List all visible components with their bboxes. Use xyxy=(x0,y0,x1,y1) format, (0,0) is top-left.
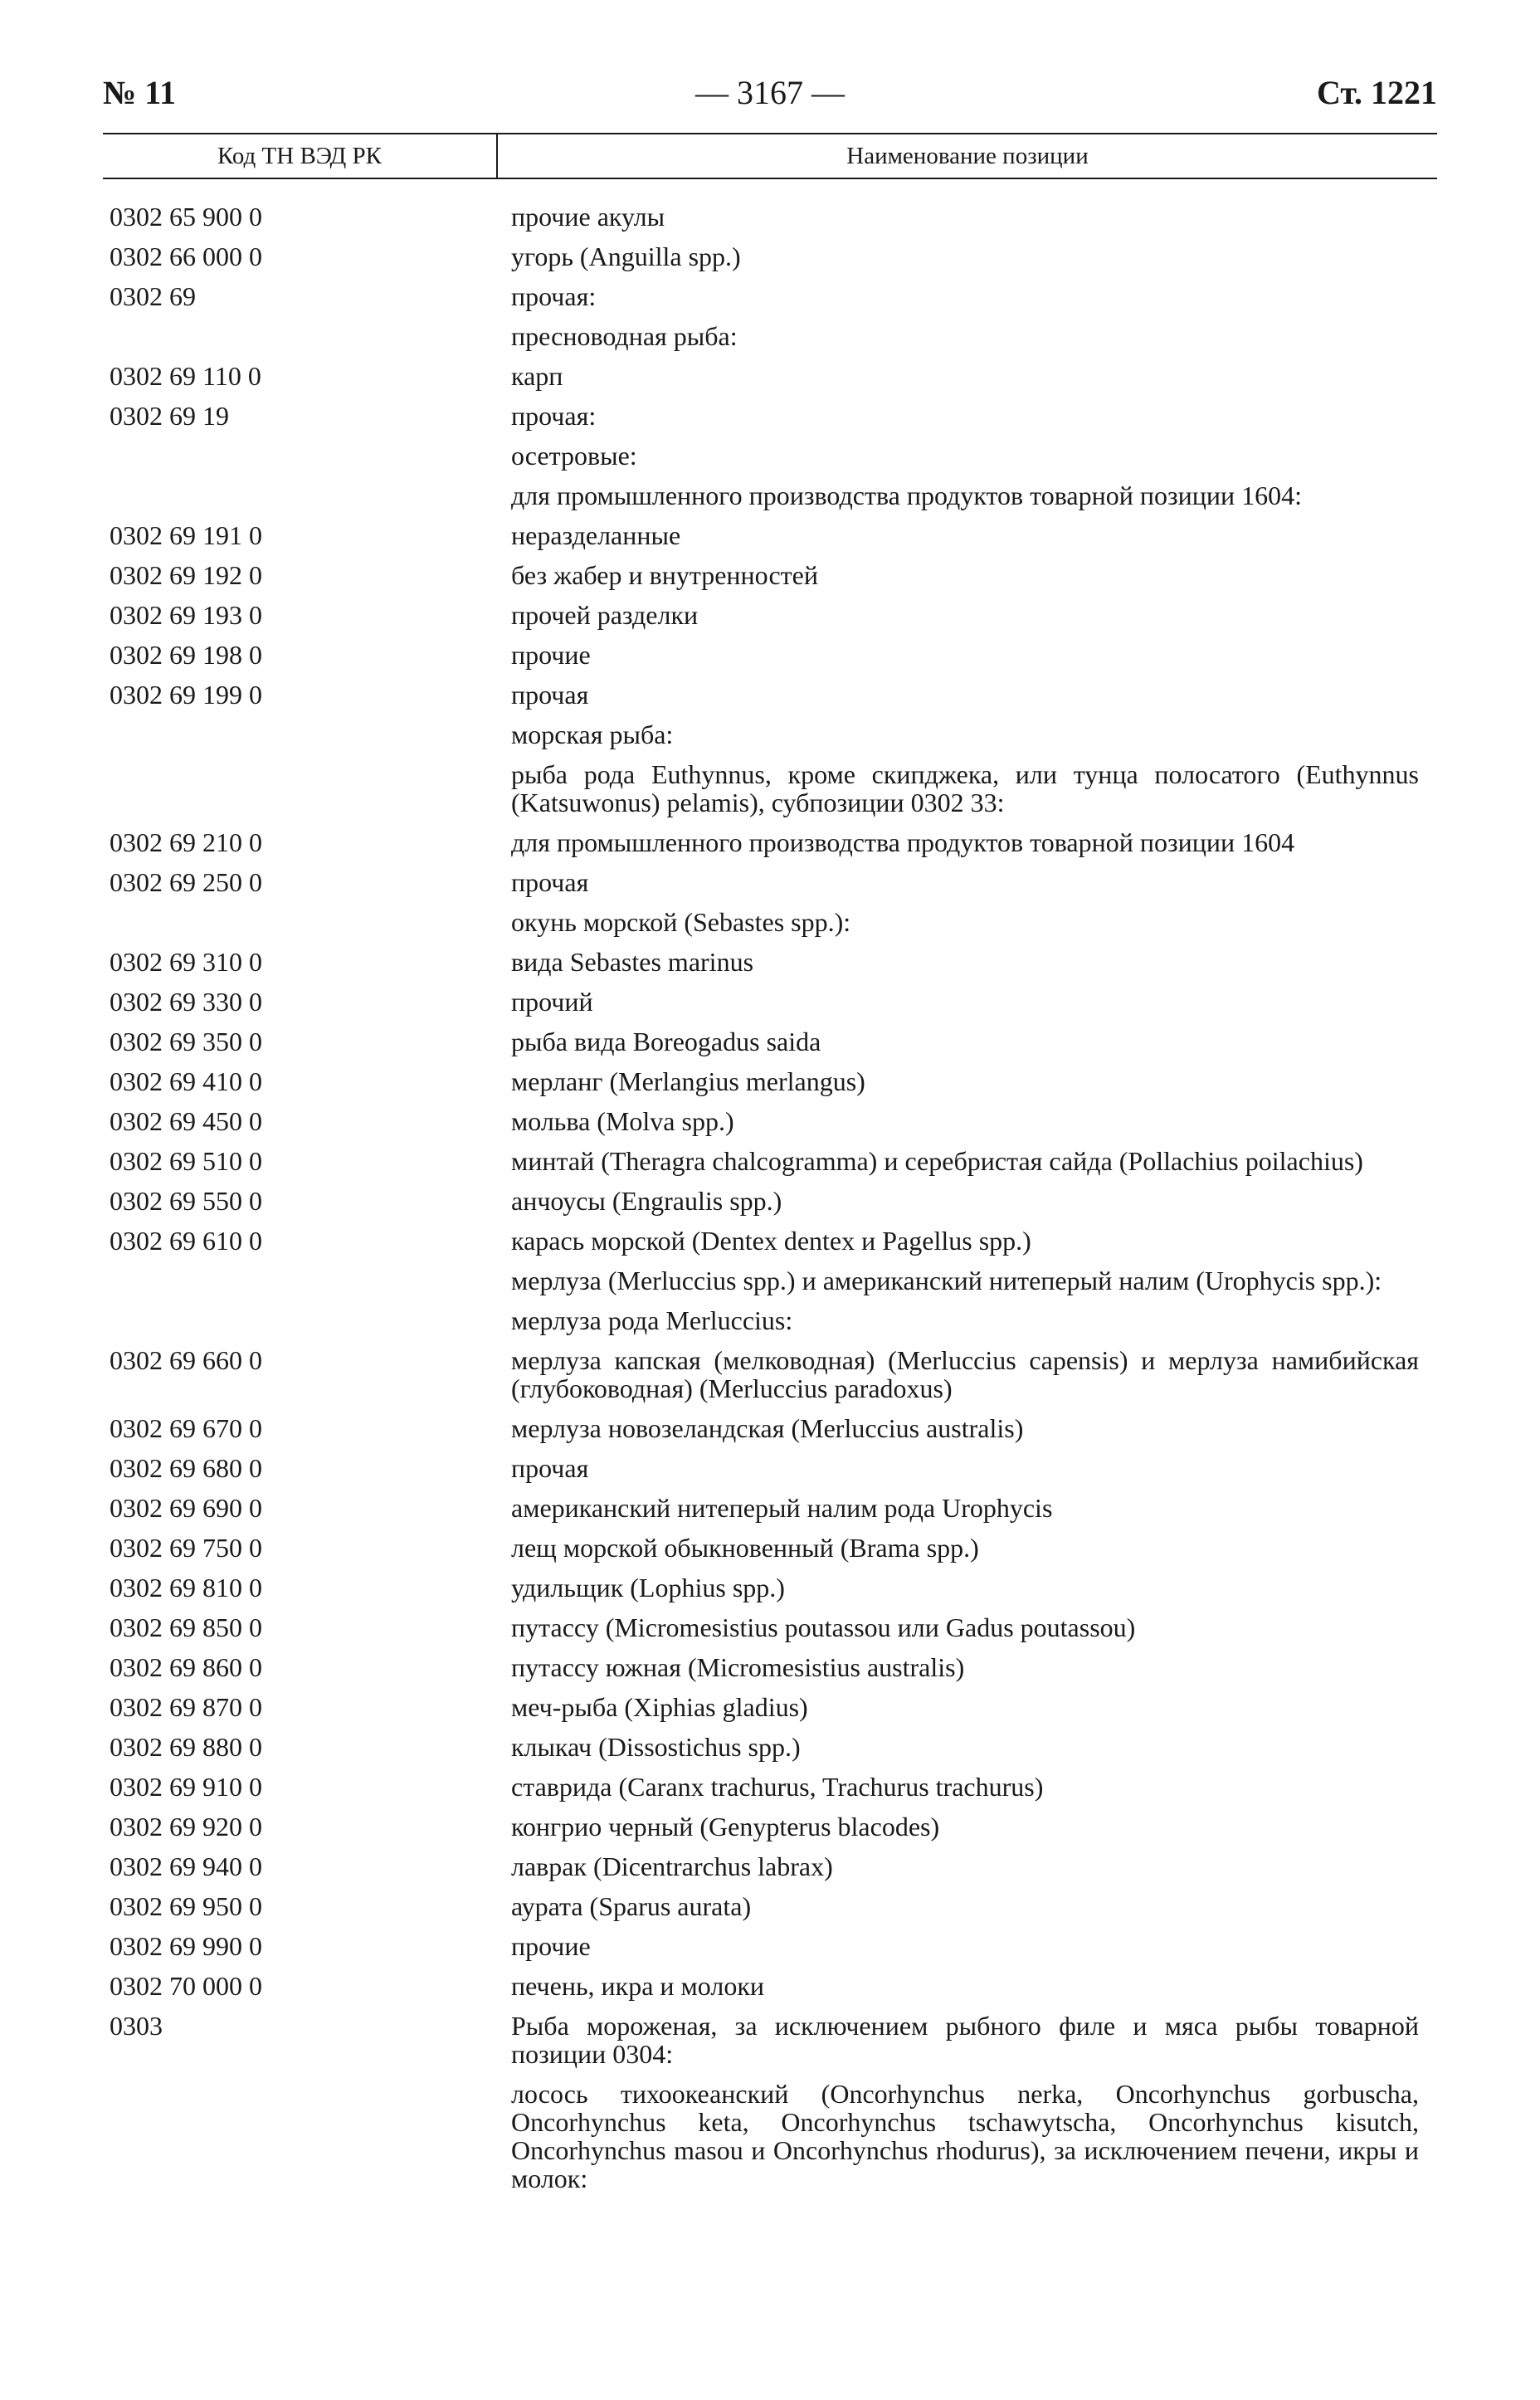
row-code xyxy=(103,908,511,936)
row-name: карась морской (Dentex dentex и Pagellus spp.) xyxy=(511,1226,1031,1256)
table-row xyxy=(103,1266,1437,1295)
row-code xyxy=(103,441,511,470)
row-name: прочие акулы xyxy=(511,202,665,232)
table-row xyxy=(103,1773,1437,1801)
table-row xyxy=(103,1733,1437,1761)
row-code: 0302 69 110 0 xyxy=(110,361,261,391)
row-name: морская рыба: xyxy=(511,720,674,749)
table-row xyxy=(103,441,1437,470)
table-row xyxy=(103,362,1437,390)
row-name: анчоусы (Engraulis spp.) xyxy=(511,1186,782,1216)
row-code: 0302 69 920 0 xyxy=(110,1812,262,1841)
table-row xyxy=(103,908,1437,936)
table-row xyxy=(103,402,1437,430)
table-row xyxy=(103,1494,1437,1522)
table-row xyxy=(103,1812,1437,1841)
table-row xyxy=(103,1852,1437,1880)
table-row xyxy=(103,202,1437,231)
table-row xyxy=(103,1187,1437,1215)
table-row xyxy=(103,948,1437,976)
table-row xyxy=(103,1306,1437,1334)
table-row xyxy=(103,1534,1437,1562)
row-code: 0302 69 940 0 xyxy=(110,1851,262,1881)
table-row xyxy=(103,1027,1437,1056)
row-code xyxy=(103,1266,511,1295)
row-name: без жабер и внутренностей xyxy=(511,560,818,590)
row-name: вида Sebastes marinus xyxy=(511,947,754,977)
row-name: прочая xyxy=(511,680,589,710)
table-row xyxy=(103,1653,1437,1681)
table-row xyxy=(103,1067,1437,1095)
table-row xyxy=(103,1227,1437,1255)
table-row xyxy=(103,481,1437,510)
row-code: 0302 69 198 0 xyxy=(110,640,262,670)
row-code xyxy=(103,322,511,350)
row-name: для промышленного производства продуктов товарной позиции 1604 xyxy=(511,827,1295,857)
row-code: 0302 69 199 0 xyxy=(110,680,262,710)
table-row xyxy=(103,282,1437,310)
page-number: — 3167 — xyxy=(695,74,845,111)
table-row xyxy=(103,1932,1437,1960)
row-name: мерлуза (Merluccius spp.) и американский нитеперый налим (Urophycis spp.): xyxy=(511,1266,1382,1295)
table-row xyxy=(103,2080,1437,2193)
row-name: окунь морской (Sebastes spp.): xyxy=(511,907,851,937)
row-code: 0302 69 670 0 xyxy=(110,1413,262,1443)
row-code: 0302 69 860 0 xyxy=(110,1652,262,1682)
row-code: 0302 69 750 0 xyxy=(110,1533,262,1563)
row-name: аурата (Sparus aurata) xyxy=(511,1891,752,1921)
row-name: лаврак (Dicentrarchus labrax) xyxy=(511,1851,833,1881)
column-header-name: Наименование позиции xyxy=(846,143,1089,169)
row-name: меч-рыба (Xiphias gladius) xyxy=(511,1692,808,1722)
row-code: 0302 70 000 0 xyxy=(110,1971,262,2001)
table-row xyxy=(103,561,1437,589)
row-code xyxy=(103,481,511,510)
table-header xyxy=(103,133,1437,179)
row-name: мольва (Molva spp.) xyxy=(511,1106,734,1136)
row-name: Рыба мороженая, за исключением рыбного филе и мяса рыбы товарной позиции 0304: xyxy=(511,2011,1419,2069)
table-row xyxy=(103,1346,1437,1402)
row-name: мерлуза капская (мелководная) (Merluccius capensis) и мерлуза намибийская (глубоководная) (Merluccius paradoxus) xyxy=(511,1345,1419,1403)
table-row xyxy=(103,1892,1437,1920)
row-code: 0302 69 690 0 xyxy=(110,1493,262,1523)
row-name: прочая xyxy=(511,1453,589,1483)
row-code: 0302 69 810 0 xyxy=(110,1573,262,1602)
row-code xyxy=(103,2080,511,2193)
row-name: прочий xyxy=(511,987,593,1017)
row-code: 0302 69 550 0 xyxy=(110,1186,262,1216)
table-row xyxy=(103,720,1437,749)
row-name: лещ морской обыкновенный (Brama spp.) xyxy=(511,1533,979,1563)
row-name: рыба вида Boreogadus saida xyxy=(511,1027,821,1056)
row-code: 0302 69 192 0 xyxy=(110,560,262,590)
table-row xyxy=(103,868,1437,896)
row-name: рыба рода Euthynnus, кроме скипджека, или тунца полосатого (Euthynnus (Katsuwonus) pelamis), субпозиции 0302 33: xyxy=(511,759,1419,817)
row-name: путассу южная (Micromesistius australis) xyxy=(511,1652,965,1682)
table-row xyxy=(103,322,1437,350)
table-row xyxy=(103,1454,1437,1482)
row-name: неразделанные xyxy=(511,520,681,550)
row-name: прочие xyxy=(511,1931,591,1961)
table-row xyxy=(103,242,1437,271)
row-name: минтай (Theragra chalcogramma) и серебристая сайда (Pollachius poilachius) xyxy=(511,1146,1363,1176)
row-name: конгрио черный (Genypterus blacodes) xyxy=(511,1812,940,1841)
table-row xyxy=(103,1107,1437,1135)
row-name: путассу (Micromesistius poutassou или Gadus poutassou) xyxy=(511,1612,1136,1642)
row-name: прочая xyxy=(511,867,589,897)
row-code: 0302 69 610 0 xyxy=(110,1226,262,1256)
row-name: прочая: xyxy=(511,281,597,311)
row-code: 0302 69 19 xyxy=(110,401,229,431)
row-code: 0302 69 910 0 xyxy=(110,1772,262,1802)
row-code xyxy=(103,1306,511,1334)
table-row xyxy=(103,1573,1437,1602)
row-code: 0302 69 350 0 xyxy=(110,1027,262,1056)
row-code: 0302 69 410 0 xyxy=(110,1066,262,1096)
table-row xyxy=(103,1147,1437,1175)
row-code: 0302 69 210 0 xyxy=(110,827,262,857)
row-name: карп xyxy=(511,361,563,391)
row-name: осетровые: xyxy=(511,441,637,471)
table-row xyxy=(103,1693,1437,1721)
row-code: 0303 xyxy=(110,2011,163,2041)
row-code: 0302 69 310 0 xyxy=(110,947,262,977)
row-name: лосось тихоокеанский (Oncorhynchus nerka, Oncorhynchus gorbuscha, Oncorhynchus keta, Oncorhynchus tschawytscha, Oncorhynchus kisutch, Oncorhynchus masou и Oncorhynchus rhodurus), за исключением печени, икры и молок: xyxy=(511,2079,1419,2193)
table-row xyxy=(103,1972,1437,2000)
row-code: 0302 69 250 0 xyxy=(110,867,262,897)
row-name: для промышленного производства продуктов товарной позиции 1604: xyxy=(511,480,1302,510)
tariff-table xyxy=(103,133,1437,2204)
row-code: 0302 69 450 0 xyxy=(110,1106,262,1136)
row-name: мерланг (Merlangius merlangus) xyxy=(511,1066,865,1096)
table-row xyxy=(103,1613,1437,1641)
row-name: прочей разделки xyxy=(511,600,699,630)
table-row xyxy=(103,1414,1437,1442)
row-code: 0302 65 900 0 xyxy=(110,202,262,232)
row-name: прочая: xyxy=(511,401,597,431)
row-name: американский нитеперый налим рода Urophycis xyxy=(511,1493,1053,1523)
row-code: 0302 69 191 0 xyxy=(110,520,262,550)
row-name: пресноводная рыба: xyxy=(511,321,738,351)
table-row xyxy=(103,601,1437,629)
row-code xyxy=(103,760,511,817)
table-row xyxy=(103,521,1437,549)
article-number: Ст. 1221 xyxy=(1317,74,1437,111)
page-header xyxy=(103,73,1437,115)
row-code: 0302 69 660 0 xyxy=(110,1345,262,1375)
row-code: 0302 69 680 0 xyxy=(110,1453,262,1483)
table-row xyxy=(103,2012,1437,2068)
table-row xyxy=(103,828,1437,856)
row-name: прочие xyxy=(511,640,591,670)
row-code: 0302 69 870 0 xyxy=(110,1692,262,1722)
row-code xyxy=(103,720,511,749)
row-code: 0302 69 880 0 xyxy=(110,1732,262,1762)
column-header-code: Код ТН ВЭД РК xyxy=(103,134,498,178)
row-code: 0302 69 990 0 xyxy=(110,1931,262,1961)
row-name: клыкач (Dissostichus spp.) xyxy=(511,1732,801,1762)
table-row xyxy=(103,641,1437,669)
row-code: 0302 69 950 0 xyxy=(110,1891,262,1921)
row-code: 0302 69 xyxy=(110,281,196,311)
row-code: 0302 69 510 0 xyxy=(110,1146,262,1176)
row-name: мерлуза новозеландская (Merluccius australis) xyxy=(511,1413,1024,1443)
row-code: 0302 69 850 0 xyxy=(110,1612,262,1642)
row-code: 0302 69 193 0 xyxy=(110,600,262,630)
row-code: 0302 66 000 0 xyxy=(110,241,262,271)
row-name: мерлуза рода Merluccius: xyxy=(511,1305,793,1335)
row-name: угорь (Anguilla spp.) xyxy=(511,241,741,271)
table-row xyxy=(103,760,1437,817)
table-body xyxy=(103,179,1437,2193)
row-name: печень, икра и молоки xyxy=(511,1971,765,2001)
row-code: 0302 69 330 0 xyxy=(110,987,262,1017)
issue-number: № 11 xyxy=(103,74,176,111)
table-row xyxy=(103,680,1437,709)
row-name: удильщик (Lophius spp.) xyxy=(511,1573,785,1602)
row-name: ставрида (Caranx trachurus, Trachurus trachurus) xyxy=(511,1772,1044,1802)
table-row xyxy=(103,988,1437,1016)
